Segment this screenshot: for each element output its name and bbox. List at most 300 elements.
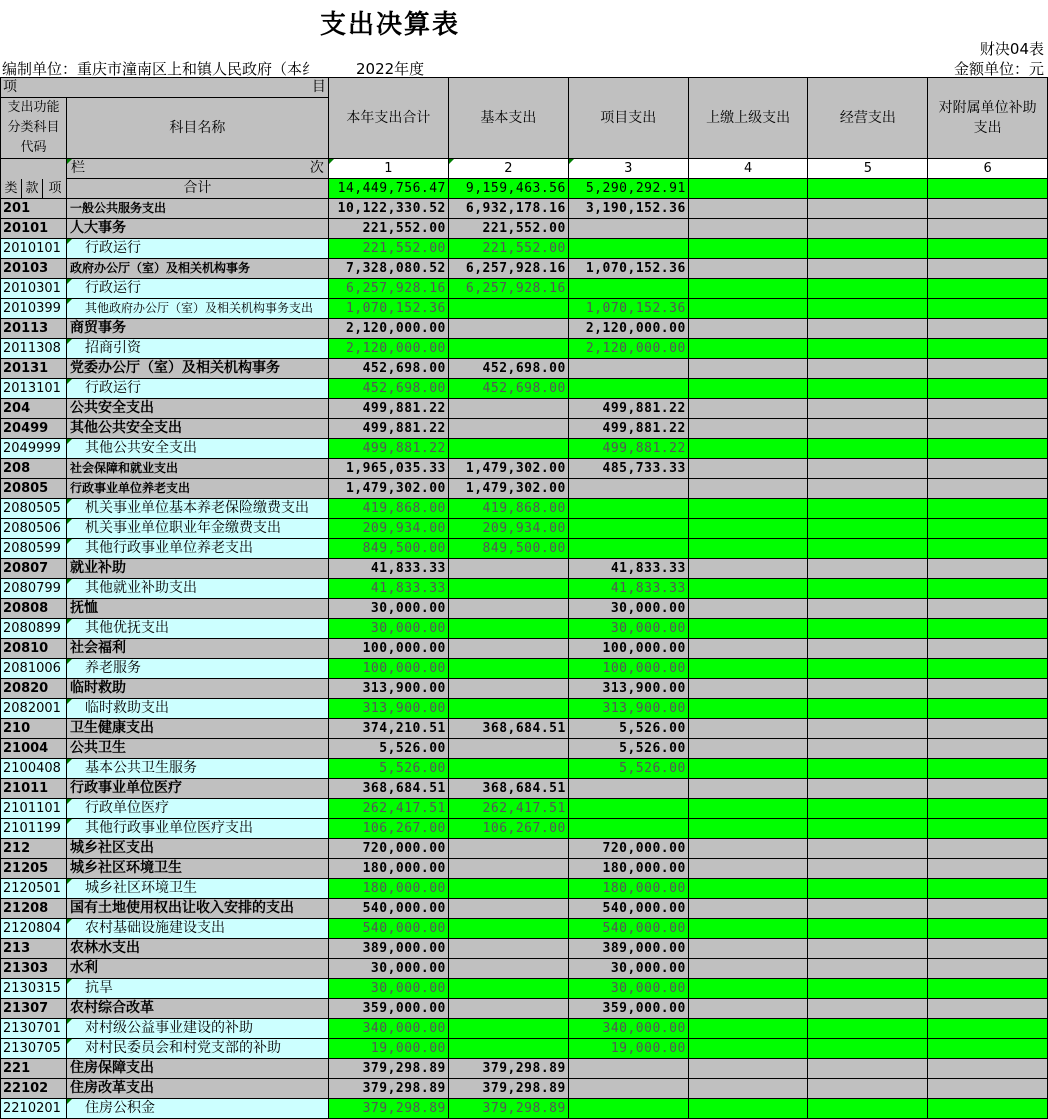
header-subsidy: 对附属单位补助支出 xyxy=(928,78,1048,159)
row-code: 2080599 xyxy=(1,539,67,559)
row-upper xyxy=(688,399,808,419)
row-basic xyxy=(448,659,568,679)
row-project: 100,000.00 xyxy=(568,659,688,679)
row-code: 21205 xyxy=(1,859,67,879)
row-basic xyxy=(448,1019,568,1039)
row-business xyxy=(808,959,928,979)
row-code: 210 xyxy=(1,719,67,739)
row-total: 262,417.51 xyxy=(328,799,448,819)
row-upper xyxy=(688,839,808,859)
row-upper xyxy=(688,279,808,299)
row-total: 849,500.00 xyxy=(328,539,448,559)
table-row xyxy=(1,859,1048,879)
row-business xyxy=(808,839,928,859)
kuan-label: 款 xyxy=(22,179,43,198)
row-basic: 1,479,302.00 xyxy=(448,459,568,479)
row-name: 社会保障和就业支出 xyxy=(66,459,328,479)
row-name: 卫生健康支出 xyxy=(66,719,328,739)
row-business xyxy=(808,579,928,599)
row-code: 221 xyxy=(1,1059,67,1079)
row-code: 2130705 xyxy=(1,1039,67,1059)
row-name: 养老服务 xyxy=(66,659,328,679)
row-basic: 379,298.89 xyxy=(448,1079,568,1099)
row-project: 30,000.00 xyxy=(568,979,688,999)
row-upper xyxy=(688,619,808,639)
total-basic: 9,159,463.56 xyxy=(448,179,568,199)
row-basic: 379,298.89 xyxy=(448,1059,568,1079)
row-business xyxy=(808,879,928,899)
row-subsidy xyxy=(928,1099,1048,1119)
row-business xyxy=(808,819,928,839)
row-business xyxy=(808,899,928,919)
row-upper xyxy=(688,999,808,1019)
table-row xyxy=(1,439,1048,459)
row-project: 720,000.00 xyxy=(568,839,688,859)
row-code: 201 xyxy=(1,199,67,219)
table-row xyxy=(1,259,1048,279)
row-code: 20103 xyxy=(1,259,67,279)
row-total: 106,267.00 xyxy=(328,819,448,839)
table-row xyxy=(1,579,1048,599)
row-code: 22102 xyxy=(1,1079,67,1099)
row-upper xyxy=(688,559,808,579)
row-basic: 452,698.00 xyxy=(448,359,568,379)
row-subsidy xyxy=(928,699,1048,719)
row-project: 485,733.33 xyxy=(568,459,688,479)
xiang-mu-cell xyxy=(1,78,329,98)
row-business xyxy=(808,559,928,579)
row-project: 1,070,152.36 xyxy=(568,299,688,319)
row-name: 其他就业补助支出 xyxy=(66,579,328,599)
row-project: 340,000.00 xyxy=(568,1019,688,1039)
row-code: 20131 xyxy=(1,359,67,379)
row-code: 2010399 xyxy=(1,299,67,319)
table-row xyxy=(1,739,1048,759)
row-project: 540,000.00 xyxy=(568,919,688,939)
row-name: 行政运行 xyxy=(66,379,328,399)
row-code: 20101 xyxy=(1,219,67,239)
row-code: 204 xyxy=(1,399,67,419)
row-business xyxy=(808,1039,928,1059)
compiling-unit: 编制单位：重庆市潼南区上和镇人民政府（本纟 xyxy=(2,60,318,78)
row-basic: 221,552.00 xyxy=(448,239,568,259)
row-subsidy xyxy=(928,1059,1048,1079)
row-business xyxy=(808,999,928,1019)
colnum-2: 2 xyxy=(448,159,568,179)
row-name: 公共卫生 xyxy=(66,739,328,759)
row-basic: 368,684.51 xyxy=(448,779,568,799)
row-subsidy xyxy=(928,979,1048,999)
row-code: 2010101 xyxy=(1,239,67,259)
row-total: 180,000.00 xyxy=(328,879,448,899)
row-basic xyxy=(448,399,568,419)
row-upper xyxy=(688,919,808,939)
form-number: 财决04表 xyxy=(979,40,1044,58)
total-subsidy xyxy=(928,179,1048,199)
row-subsidy xyxy=(928,679,1048,699)
row-upper xyxy=(688,759,808,779)
row-subsidy xyxy=(928,1079,1048,1099)
row-basic: 6,257,928.16 xyxy=(448,279,568,299)
row-subsidy xyxy=(928,279,1048,299)
row-upper xyxy=(688,219,808,239)
row-basic: 106,267.00 xyxy=(448,819,568,839)
row-code: 21208 xyxy=(1,899,67,919)
row-upper xyxy=(688,1039,808,1059)
row-code: 20820 xyxy=(1,679,67,699)
table-row xyxy=(1,679,1048,699)
row-upper xyxy=(688,419,808,439)
row-code: 2080505 xyxy=(1,499,67,519)
row-name: 抗旱 xyxy=(66,979,328,999)
row-basic xyxy=(448,339,568,359)
row-total: 452,698.00 xyxy=(328,379,448,399)
row-code: 20808 xyxy=(1,599,67,619)
row-subsidy xyxy=(928,359,1048,379)
fiscal-year: 2022年度 xyxy=(356,60,425,78)
row-business xyxy=(808,319,928,339)
row-project xyxy=(568,279,688,299)
row-project: 499,881.22 xyxy=(568,399,688,419)
row-name: 其他行政事业单位养老支出 xyxy=(66,539,328,559)
row-total: 221,552.00 xyxy=(328,219,448,239)
row-project xyxy=(568,379,688,399)
row-code: 20499 xyxy=(1,419,67,439)
row-code: 20807 xyxy=(1,559,67,579)
row-basic: 849,500.00 xyxy=(448,539,568,559)
row-project: 41,833.33 xyxy=(568,579,688,599)
row-upper xyxy=(688,479,808,499)
total-upper xyxy=(688,179,808,199)
row-project: 180,000.00 xyxy=(568,879,688,899)
table-row xyxy=(1,419,1048,439)
row-upper xyxy=(688,379,808,399)
row-subsidy xyxy=(928,319,1048,339)
row-business xyxy=(808,799,928,819)
row-business xyxy=(808,619,928,639)
row-basic xyxy=(448,639,568,659)
row-subsidy xyxy=(928,859,1048,879)
row-basic xyxy=(448,319,568,339)
table-row xyxy=(1,1059,1048,1079)
row-basic xyxy=(448,919,568,939)
row-code: 21303 xyxy=(1,959,67,979)
row-total: 19,000.00 xyxy=(328,1039,448,1059)
table-body xyxy=(1,199,1048,1119)
row-name: 住房改革支出 xyxy=(66,1079,328,1099)
row-upper xyxy=(688,579,808,599)
row-business xyxy=(808,519,928,539)
row-basic xyxy=(448,959,568,979)
row-code: 2210201 xyxy=(1,1099,67,1119)
row-subsidy xyxy=(928,439,1048,459)
row-upper xyxy=(688,459,808,479)
row-code: 2080899 xyxy=(1,619,67,639)
row-basic xyxy=(448,739,568,759)
row-project: 313,900.00 xyxy=(568,699,688,719)
row-code: 2049999 xyxy=(1,439,67,459)
row-name: 人大事务 xyxy=(66,219,328,239)
row-code: 2011308 xyxy=(1,339,67,359)
row-code: 213 xyxy=(1,939,67,959)
row-code: 2130315 xyxy=(1,979,67,999)
row-project: 5,526.00 xyxy=(568,719,688,739)
row-project xyxy=(568,359,688,379)
row-upper xyxy=(688,819,808,839)
row-business xyxy=(808,439,928,459)
row-project: 100,000.00 xyxy=(568,639,688,659)
row-total: 452,698.00 xyxy=(328,359,448,379)
row-subsidy xyxy=(928,299,1048,319)
row-project xyxy=(568,239,688,259)
row-upper xyxy=(688,639,808,659)
table-row xyxy=(1,799,1048,819)
row-name: 基本公共卫生服务 xyxy=(66,759,328,779)
row-upper xyxy=(688,1099,808,1119)
row-name: 就业补助 xyxy=(66,559,328,579)
row-total: 499,881.22 xyxy=(328,399,448,419)
row-basic xyxy=(448,879,568,899)
row-basic: 419,868.00 xyxy=(448,499,568,519)
row-subsidy xyxy=(928,219,1048,239)
row-project xyxy=(568,519,688,539)
colnum-1: 1 xyxy=(328,159,448,179)
xiang2-label: 项 xyxy=(48,181,62,196)
row-name: 临时救助支出 xyxy=(66,699,328,719)
row-name: 行政运行 xyxy=(66,279,328,299)
row-business xyxy=(808,599,928,619)
row-subsidy xyxy=(928,559,1048,579)
row-subsidy xyxy=(928,999,1048,1019)
header-business: 经营支出 xyxy=(808,78,928,159)
row-code: 20810 xyxy=(1,639,67,659)
row-code: 2100408 xyxy=(1,759,67,779)
row-basic xyxy=(448,1039,568,1059)
table-row xyxy=(1,219,1048,239)
row-basic: 368,684.51 xyxy=(448,719,568,739)
row-name: 城乡社区环境卫生 xyxy=(66,859,328,879)
row-total: 340,000.00 xyxy=(328,1019,448,1039)
row-business xyxy=(808,379,928,399)
row-upper xyxy=(688,859,808,879)
row-upper xyxy=(688,959,808,979)
row-project xyxy=(568,539,688,559)
row-total: 30,000.00 xyxy=(328,619,448,639)
row-upper xyxy=(688,939,808,959)
row-code: 20113 xyxy=(1,319,67,339)
table-row xyxy=(1,499,1048,519)
row-total: 1,070,152.36 xyxy=(328,299,448,319)
row-subsidy xyxy=(928,259,1048,279)
row-total: 2,120,000.00 xyxy=(328,319,448,339)
row-name: 机关事业单位基本养老保险缴费支出 xyxy=(66,499,328,519)
row-subsidy xyxy=(928,919,1048,939)
row-upper xyxy=(688,499,808,519)
row-business xyxy=(808,739,928,759)
row-upper xyxy=(688,679,808,699)
row-name: 机关事业单位职业年金缴费支出 xyxy=(66,519,328,539)
lan-label: 栏 xyxy=(70,160,85,176)
row-project xyxy=(568,1059,688,1079)
row-total: 30,000.00 xyxy=(328,959,448,979)
row-upper xyxy=(688,779,808,799)
row-total: 221,552.00 xyxy=(328,239,448,259)
row-total: 499,881.22 xyxy=(328,419,448,439)
table-row xyxy=(1,699,1048,719)
table-row xyxy=(1,459,1048,479)
row-project: 359,000.00 xyxy=(568,999,688,1019)
row-upper xyxy=(688,539,808,559)
row-project: 1,070,152.36 xyxy=(568,259,688,279)
row-business xyxy=(808,939,928,959)
table-row xyxy=(1,599,1048,619)
row-business xyxy=(808,779,928,799)
row-subsidy xyxy=(928,379,1048,399)
row-project: 499,881.22 xyxy=(568,419,688,439)
row-name: 招商引资 xyxy=(66,339,328,359)
row-business xyxy=(808,359,928,379)
row-business xyxy=(808,1019,928,1039)
amount-unit: 金额单位：元 xyxy=(953,60,1044,78)
row-code: 2101101 xyxy=(1,799,67,819)
row-total: 313,900.00 xyxy=(328,679,448,699)
row-total: 359,000.00 xyxy=(328,999,448,1019)
table-row xyxy=(1,339,1048,359)
row-subsidy xyxy=(928,239,1048,259)
row-subsidy xyxy=(928,1039,1048,1059)
row-subsidy xyxy=(928,399,1048,419)
row-business xyxy=(808,279,928,299)
row-project: 30,000.00 xyxy=(568,599,688,619)
row-project: 5,526.00 xyxy=(568,759,688,779)
row-project xyxy=(568,219,688,239)
row-basic xyxy=(448,619,568,639)
table-row xyxy=(1,619,1048,639)
row-basic xyxy=(448,939,568,959)
row-total: 720,000.00 xyxy=(328,839,448,859)
row-business xyxy=(808,679,928,699)
row-project: 2,120,000.00 xyxy=(568,339,688,359)
row-basic xyxy=(448,859,568,879)
row-business xyxy=(808,1079,928,1099)
table-row xyxy=(1,559,1048,579)
row-total: 389,000.00 xyxy=(328,939,448,959)
row-basic xyxy=(448,759,568,779)
row-code: 2013101 xyxy=(1,379,67,399)
row-subsidy xyxy=(928,959,1048,979)
row-subsidy xyxy=(928,619,1048,639)
row-subsidy xyxy=(928,459,1048,479)
lan-ci-cell xyxy=(66,159,328,179)
row-business xyxy=(808,239,928,259)
row-name: 其他政府办公厅（室）及相关机构事务支出 xyxy=(66,299,328,319)
ci-label: 次 xyxy=(309,160,324,176)
row-upper xyxy=(688,299,808,319)
table-row xyxy=(1,819,1048,839)
row-upper xyxy=(688,199,808,219)
row-subsidy xyxy=(928,499,1048,519)
table-row xyxy=(1,939,1048,959)
row-total: 10,122,330.52 xyxy=(328,199,448,219)
row-name: 其他公共安全支出 xyxy=(66,419,328,439)
row-name: 社会福利 xyxy=(66,639,328,659)
row-subsidy xyxy=(928,339,1048,359)
table-row xyxy=(1,779,1048,799)
row-business xyxy=(808,979,928,999)
row-name: 行政事业单位养老支出 xyxy=(66,479,328,499)
row-total: 30,000.00 xyxy=(328,599,448,619)
row-total: 41,833.33 xyxy=(328,559,448,579)
row-project: 30,000.00 xyxy=(568,959,688,979)
row-total: 379,298.89 xyxy=(328,1099,448,1119)
row-code: 2080506 xyxy=(1,519,67,539)
row-subsidy xyxy=(928,479,1048,499)
header-name: 科目名称 xyxy=(66,98,328,159)
row-subsidy xyxy=(928,599,1048,619)
table-row xyxy=(1,1099,1048,1119)
row-code: 2120501 xyxy=(1,879,67,899)
row-business xyxy=(808,339,928,359)
header-upper: 上缴上级支出 xyxy=(688,78,808,159)
row-name: 住房公积金 xyxy=(66,1099,328,1119)
row-code: 20805 xyxy=(1,479,67,499)
row-name: 行政事业单位医疗 xyxy=(66,779,328,799)
row-business xyxy=(808,659,928,679)
table-row xyxy=(1,539,1048,559)
row-total: 180,000.00 xyxy=(328,859,448,879)
row-upper xyxy=(688,359,808,379)
row-business xyxy=(808,699,928,719)
row-project: 19,000.00 xyxy=(568,1039,688,1059)
table-row xyxy=(1,319,1048,339)
row-upper xyxy=(688,239,808,259)
row-name: 一般公共服务支出 xyxy=(66,199,328,219)
row-subsidy xyxy=(928,799,1048,819)
row-project: 313,900.00 xyxy=(568,679,688,699)
row-name: 政府办公厅（室）及相关机构事务 xyxy=(66,259,328,279)
row-total: 100,000.00 xyxy=(328,659,448,679)
row-subsidy xyxy=(928,779,1048,799)
row-project: 3,190,152.36 xyxy=(568,199,688,219)
row-total: 209,934.00 xyxy=(328,519,448,539)
row-business xyxy=(808,299,928,319)
row-upper xyxy=(688,259,808,279)
total-sum: 14,449,756.47 xyxy=(328,179,448,199)
row-name: 抚恤 xyxy=(66,599,328,619)
row-name: 农村综合改革 xyxy=(66,999,328,1019)
row-subsidy xyxy=(928,659,1048,679)
table-row xyxy=(1,999,1048,1019)
row-subsidy xyxy=(928,819,1048,839)
row-basic xyxy=(448,299,568,319)
row-business xyxy=(808,419,928,439)
table-row xyxy=(1,399,1048,419)
row-code: 2081006 xyxy=(1,659,67,679)
row-name: 城乡社区支出 xyxy=(66,839,328,859)
row-basic xyxy=(448,439,568,459)
row-code: 21011 xyxy=(1,779,67,799)
colnum-4: 4 xyxy=(688,159,808,179)
row-upper xyxy=(688,1079,808,1099)
row-business xyxy=(808,459,928,479)
row-subsidy xyxy=(928,579,1048,599)
row-code: 2080799 xyxy=(1,579,67,599)
row-total: 379,298.89 xyxy=(328,1079,448,1099)
row-upper xyxy=(688,319,808,339)
header-project: 项目支出 xyxy=(568,78,688,159)
row-total: 499,881.22 xyxy=(328,439,448,459)
row-project xyxy=(568,1079,688,1099)
